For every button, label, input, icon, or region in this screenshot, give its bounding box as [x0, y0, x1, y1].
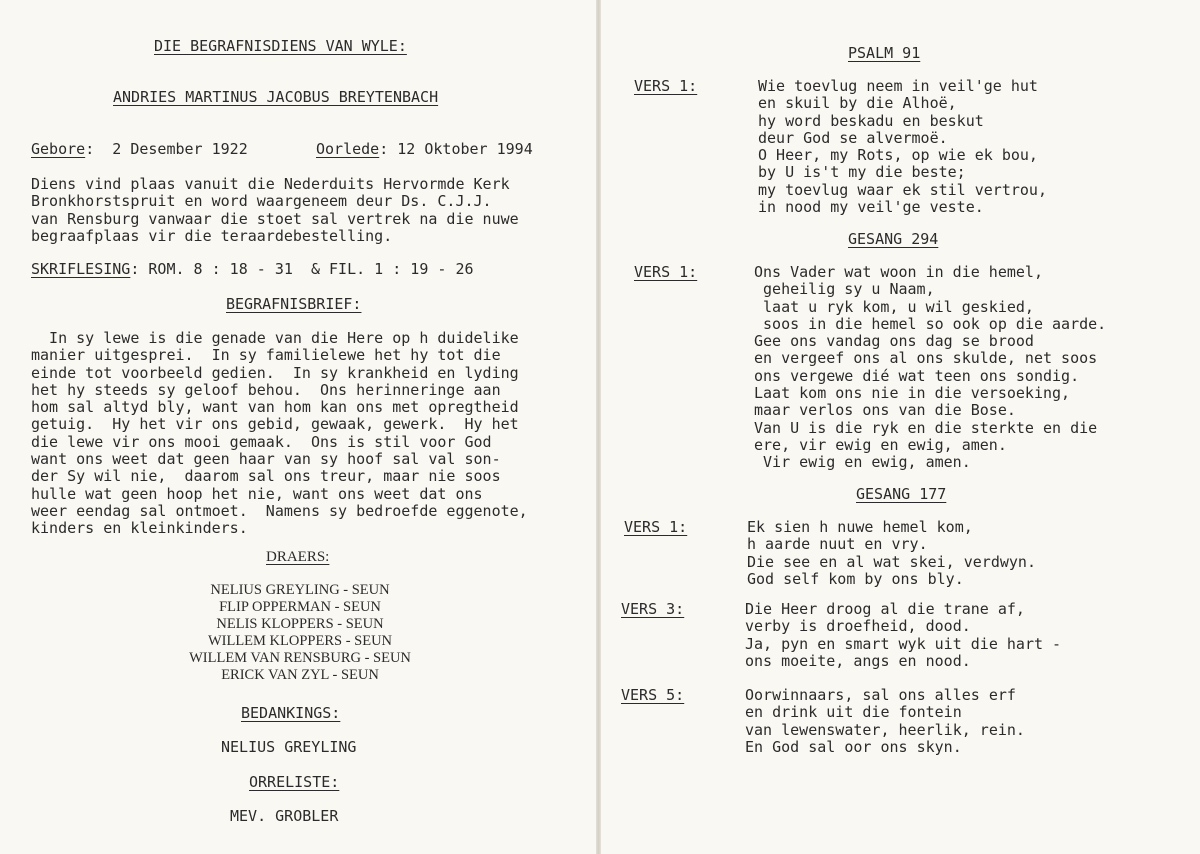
psalm-line: in nood my veil'ge veste. — [758, 198, 984, 217]
verse-line: en drink uit die fontein — [745, 703, 962, 722]
gesang-294-title: GESANG 294 — [848, 230, 939, 248]
gesang-294-line: geheilig sy u Naam, — [754, 280, 935, 299]
pallbearer-item: NELIS KLOPPERS - SEUN — [216, 616, 384, 632]
reading-label: SKRIFLESING — [31, 260, 131, 278]
letter-line: het hy steeds sy geloof behou. Ons herinneringe aan — [31, 380, 501, 399]
gesang-294-text — [754, 264, 1106, 472]
verse-line: En God sal oor ons skyn. — [745, 737, 962, 756]
service-line: begraafplaas vir die teraardebestelling. — [31, 226, 393, 245]
born-value: : 2 Desember 1922 — [85, 140, 248, 158]
psalm-line: Wie toevlug neem in veil'ge hut — [758, 77, 1038, 95]
letter-line: manier uitgesprei. In sy familielewe het hy tot die — [31, 346, 501, 365]
verse-1-text — [747, 519, 1036, 588]
verse-3-text — [745, 601, 1061, 670]
psalm-line: deur God se alvermoë. — [758, 128, 948, 147]
thanks-name: NELIUS GREYLING — [221, 738, 357, 756]
gesang-294-line: maar verlos ons van die Bose. — [754, 401, 1016, 420]
letter-title: BEGRAFNISBRIEF: — [226, 295, 362, 313]
gesang-294-line: Vir ewig en ewig, amen. — [754, 453, 971, 472]
psalm-verse-label: VERS 1: — [634, 77, 698, 95]
verse-line: Oorwinnaars, sal ons alles erf — [745, 686, 1016, 704]
verse-line: Ja, pyn en smart wyk uit die hart - — [745, 634, 1062, 653]
letter-line: getuig. Hy het vir ons gebid, gewaak, gewerk. Hy het — [31, 415, 519, 434]
gesang-294-verse-label: VERS 1: — [634, 263, 698, 281]
gesang-294-line: Gee ons vandag ons dag se brood — [754, 332, 1034, 351]
verse-5-text — [745, 687, 1025, 756]
letter-line: hom sal altyd bly, want van hom kan ons met opregtheid — [31, 398, 519, 417]
service-line: van Rensburg vanwaar die stoet sal vertrek na die nuwe — [31, 209, 519, 228]
pallbearer-item: NELIUS GREYLING - SEUN — [210, 582, 390, 598]
letter-body — [31, 330, 528, 538]
pallbearers-title: DRAERS: — [266, 549, 330, 565]
verse-line: Die Heer droog al die trane af, — [745, 600, 1025, 618]
birth-line — [31, 141, 248, 158]
verse-line: ons moeite, angs en nood. — [745, 651, 971, 670]
psalm-line: my toevlug waar ek stil vertrou, — [758, 180, 1047, 199]
died-label: Oorlede — [316, 140, 380, 158]
verse-line: Die see en al wat skei, verdwyn. — [747, 552, 1036, 571]
service-heading: DIE BEGRAFNISDIENS VAN WYLE: — [154, 37, 407, 55]
gesang-294-line: ere, vir ewig en ewig, amen. — [754, 435, 1007, 454]
pallbearer-item: WILLEM VAN RENSBURG - SEUN — [189, 650, 411, 666]
gesang-294-line: soos in die hemel so ook op die aarde. — [754, 314, 1107, 333]
letter-line: der Sy wil nie, daarom sal ons treur, maar nie soos — [31, 467, 501, 486]
deceased-name: ANDRIES MARTINUS JACOBUS BREYTENBACH — [113, 88, 439, 106]
service-paragraph — [31, 176, 519, 245]
page-fold — [596, 0, 601, 854]
letter-line: einde tot voorbeeld gedien. In sy krankheid en lyding — [31, 363, 519, 382]
reading-value: : ROM. 8 : 18 - 31 & FIL. 1 : 19 - 26 — [130, 260, 474, 278]
service-line: Bronkhorstspruit en word waargeneem deur Ds. C.J.J. — [31, 192, 492, 211]
letter-line: In sy lewe is die genade van die Here op h duidelike — [31, 329, 519, 347]
gesang-294-line: Ons Vader wat woon in die hemel, — [754, 263, 1043, 281]
psalm-line: en skuil by die Alhoë, — [758, 94, 957, 113]
gesang-294-line: ons vergewe dié wat teen ons sondig. — [754, 366, 1080, 385]
gesang-294-line: en vergeef ons al ons skulde, net soos — [754, 349, 1098, 368]
born-label: Gebore — [31, 140, 86, 158]
verse-line: Ek sien h nuwe hemel kom, — [747, 518, 973, 536]
pallbearer-item: WILLEM KLOPPERS - SEUN — [207, 633, 393, 649]
psalm-line: hy word beskadu en beskut — [758, 111, 984, 130]
verse-5-label: VERS 5: — [621, 686, 685, 704]
verse-line: van lewenswater, heerlik, rein. — [745, 720, 1025, 739]
letter-line: kinders en kleinkinders. — [31, 519, 248, 538]
died-value: : 12 Oktober 1994 — [379, 140, 533, 158]
gesang-294-line: Van U is die ryk en die sterkte en die — [754, 418, 1098, 437]
verse-line: verby is droefheid, dood. — [745, 617, 971, 636]
gesang-177-title: GESANG 177 — [856, 485, 947, 503]
thanks-title: BEDANKINGS: — [241, 704, 341, 722]
gesang-294-line: Laat kom ons nie in die versoeking, — [754, 384, 1071, 403]
death-line — [316, 141, 533, 158]
letter-line: hulle wat geen hoop het nie, want ons weet dat ons — [31, 484, 483, 503]
scripture-reading — [31, 261, 474, 278]
gesang-294-line: laat u ryk kom, u wil geskied, — [754, 297, 1034, 316]
verse-1-label: VERS 1: — [624, 518, 688, 536]
pallbearer-item: FLIP OPPERMAN - SEUN — [219, 599, 381, 615]
letter-line: die lewe vir ons mooi gemaak. Ons is stil voor God — [31, 432, 492, 451]
organ-name: MEV. GROBLER — [230, 807, 339, 825]
service-line: Diens vind plaas vanuit die Nederduits Hervormde Kerk — [31, 175, 510, 193]
verse-line: God self kom by ons bly. — [747, 569, 964, 588]
psalm-line: O Heer, my Rots, op wie ek bou, — [758, 146, 1038, 165]
letter-line: weer eendag sal ontmoet. Namens sy bedroefde eggenote, — [31, 501, 528, 520]
organ-title: ORRELISTE: — [249, 773, 340, 791]
psalm-title: PSALM 91 — [848, 44, 921, 62]
verse-line: h aarde nuut en vry. — [747, 535, 928, 554]
psalm-line: by U is't my die beste; — [758, 163, 966, 182]
pallbearer-item: ERICK VAN ZYL - SEUN — [221, 667, 379, 683]
psalm-text — [758, 78, 1047, 216]
verse-3-label: VERS 3: — [621, 600, 685, 618]
letter-line: want ons weet dat geen haar van sy hoof sal val son- — [31, 450, 501, 469]
pallbearers-list — [140, 582, 460, 684]
